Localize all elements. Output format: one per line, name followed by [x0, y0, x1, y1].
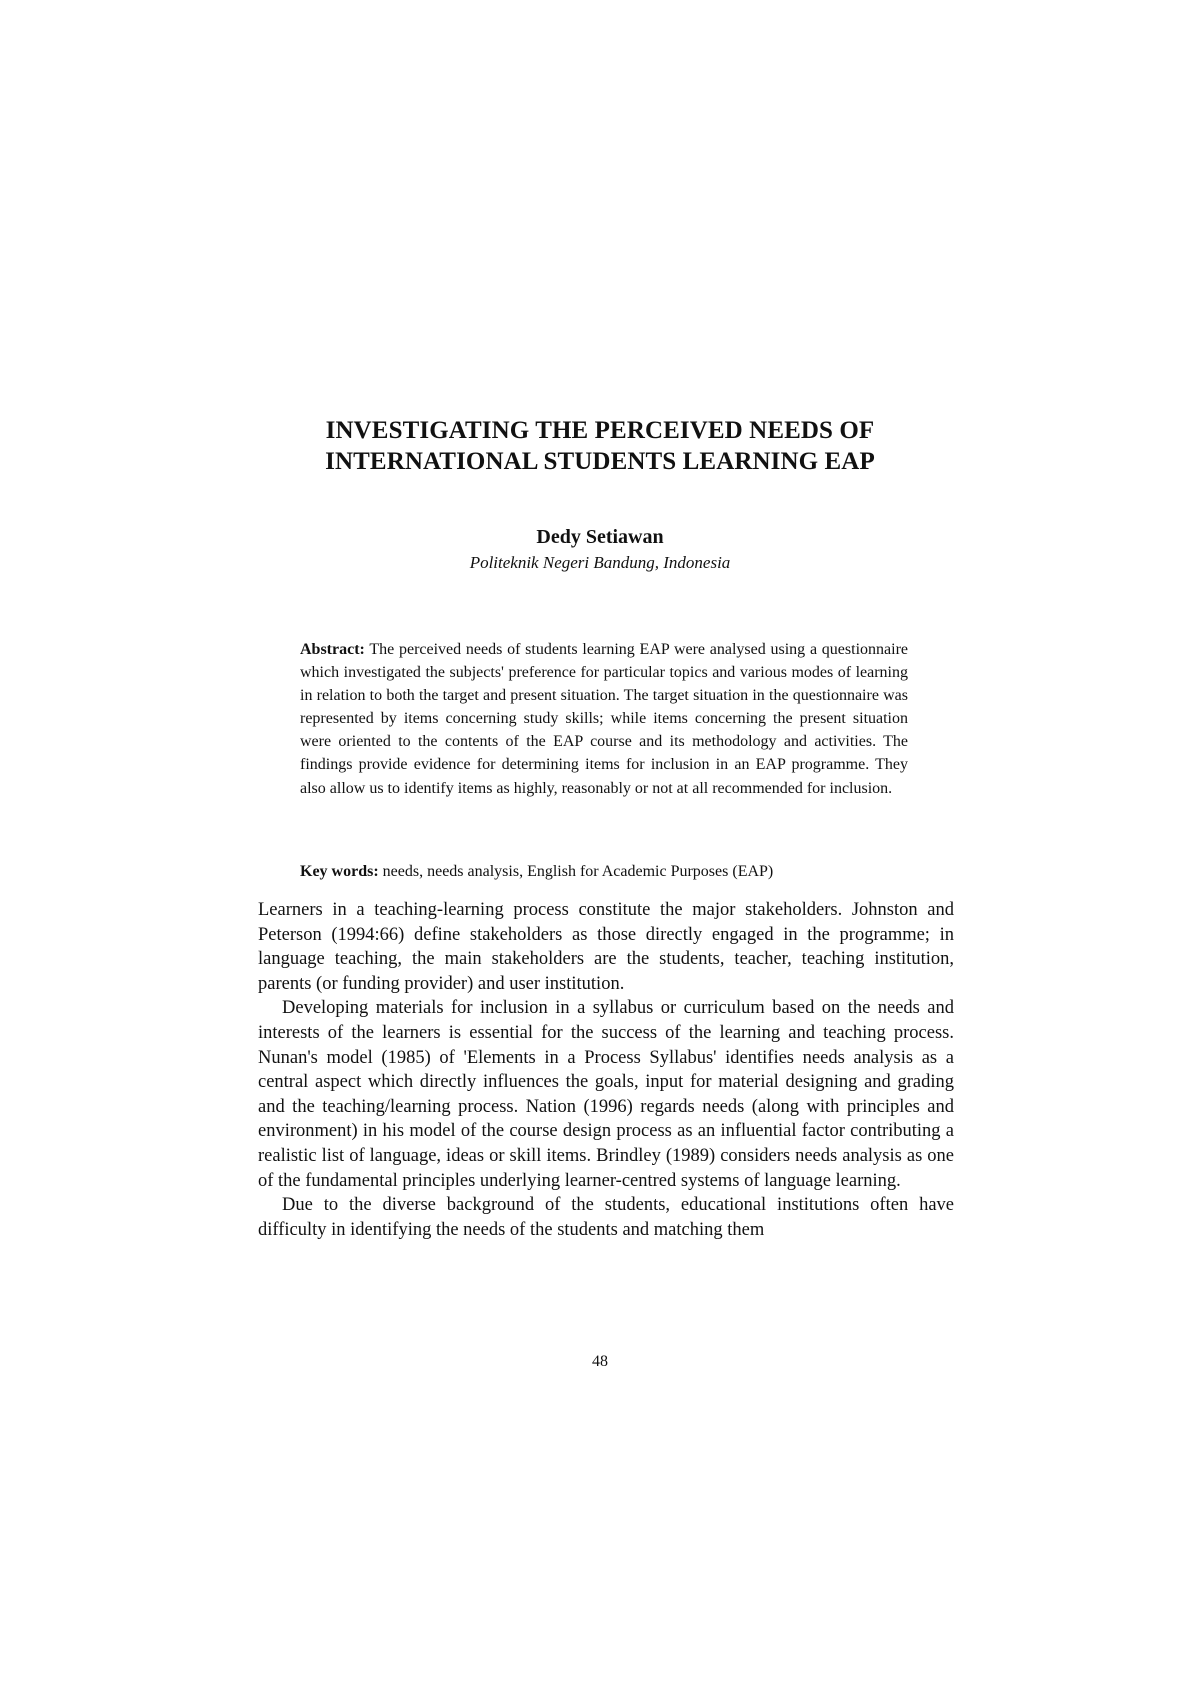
body-paragraph-2: Developing materials for inclusion in a syllabus or curriculum based on the needs and interests of the learners is essential for the success of the learning and teaching process. Nunan's model (1985) of 'Elements in a Process Syllabus' identifies needs analysis as a central aspect which directly influences the goals, input for material designing and grading and the teaching/learning process. Nation (1996) regards needs (along with principles and environment) in his model of the course design process as an influential factor contributing a realistic list of language, ideas or skill items. Brindley (1989) considers needs analysis as one of the fundamental principles underlying learner-centred systems of language learning.: [258, 998, 954, 1191]
paper-title: [240, 415, 960, 477]
keywords-text: needs, needs analysis, English for Academic Purposes (EAP): [382, 863, 774, 880]
keywords-label: Key words:: [300, 863, 379, 880]
body-paragraph-1: Learners in a teaching-learning process constitute the major stakeholders. Johnston and Peterson (1994:66) define stakeholders as those directly engaged in the programme; in language teaching, the main stakeholders are the students, teacher, teaching institution, parents (or funding provider) and user institution.: [258, 900, 954, 994]
body-paragraph-3: Due to the diverse background of the students, educational institutions often have difficulty in identifying the needs of the students and matching them: [258, 1195, 954, 1240]
author-name: Dedy Setiawan: [536, 526, 664, 548]
abstract-text: The perceived needs of students learning EAP were analysed using a questionnaire which investigated the subjects' preference for particular topics and various modes of learning in relation to both the target and present situation. The target situation in the questionnaire was represented by items concerning study skills; while items concerning the present situation were oriented to the contents of the EAP course and its methodology and activities. The findings provide evidence for determining items for inclusion in an EAP programme. They also allow us to identify items as highly, reasonably or not at all recommended for inclusion.: [300, 641, 908, 797]
title-line-1: INVESTIGATING THE PERCEIVED NEEDS OF: [325, 417, 875, 444]
abstract: [300, 638, 908, 800]
abstract-label: Abstract:: [300, 641, 365, 658]
keywords: [300, 861, 908, 883]
title-line-2: INTERNATIONAL STUDENTS LEARNING EAP: [325, 448, 875, 475]
page-number: 48: [592, 1353, 608, 1370]
body-text: [258, 898, 954, 1242]
author-affiliation: Politeknik Negeri Bandung, Indonesia: [469, 553, 731, 572]
